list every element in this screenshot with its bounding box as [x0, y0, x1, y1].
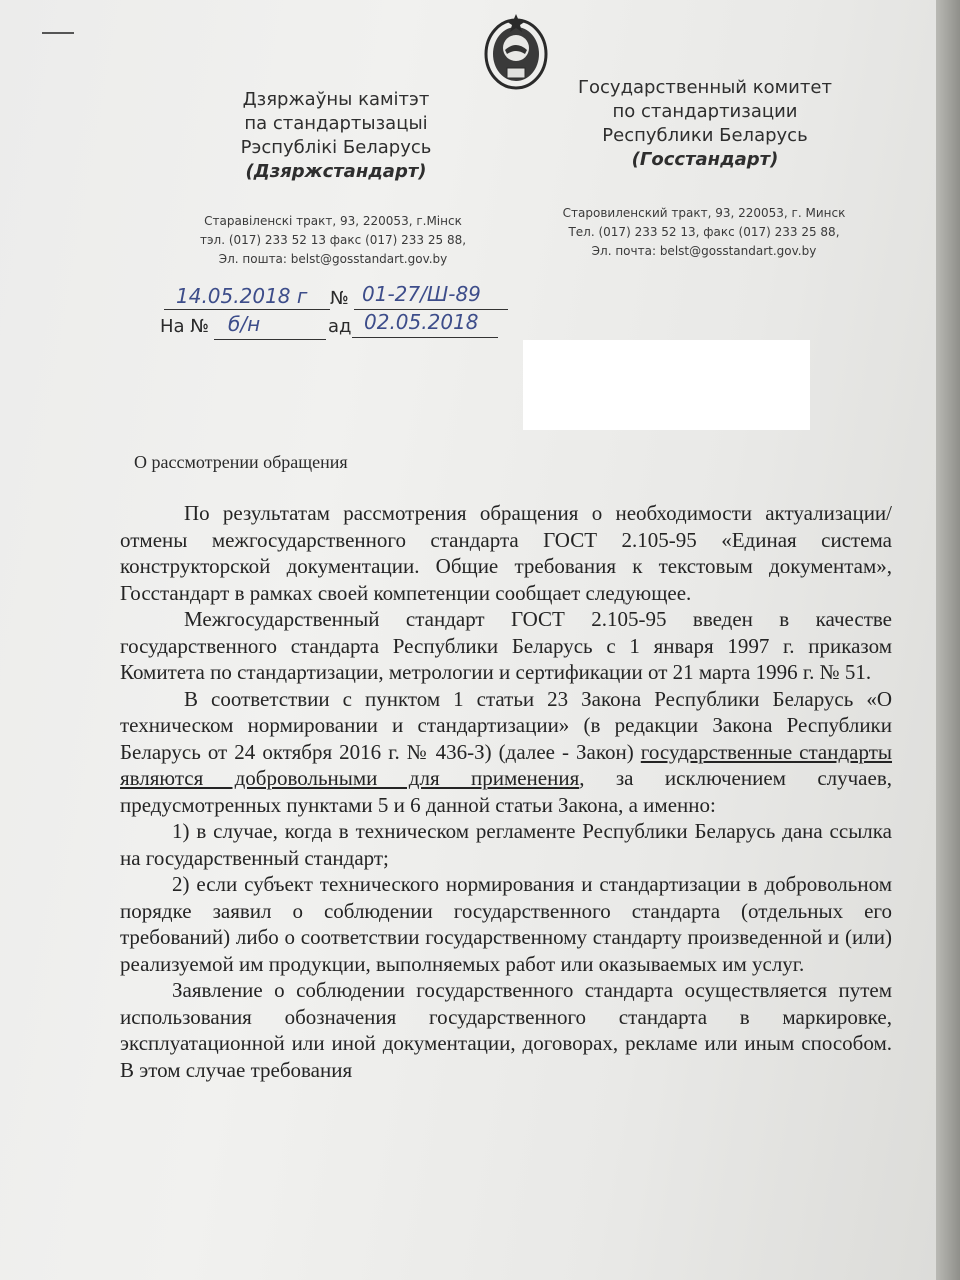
- page-edge: [936, 0, 960, 1280]
- header-right-line-2: по стандартизации: [612, 101, 798, 122]
- address-belarusian: [168, 212, 498, 269]
- header-left-line-1: Дзяржаўны камітэт: [242, 89, 430, 110]
- address-left-line-3: Эл. пошта: belst@gosstandart.gov.by: [218, 252, 448, 266]
- reference-label: На №: [160, 316, 210, 337]
- address-russian: [536, 204, 872, 261]
- paragraph-4: Заявление о соблюдении государственного стандарта осуществляется путем использования обозначения государственного стандарта в маркировке, эксплуатационной или иной документации, договорах, рекламе или иным способом. В этом случае требования: [120, 978, 892, 1082]
- header-right-line-1: Государственный комитет: [578, 77, 832, 98]
- header-russian: [560, 76, 850, 172]
- address-right-line-2: Тел. (017) 233 52 13, факс (017) 233 25 88,: [568, 225, 840, 239]
- address-left-line-2: тэл. (017) 233 52 13 факс (017) 233 25 88,: [199, 233, 467, 247]
- header-left-line-3: Рэспублікі Беларусь: [240, 137, 432, 158]
- list-item-2: 2) если субъект технического нормирования и стандартизации в добровольном порядке заявил о соблюдении государственного стандарта (отдельных его требований) либо о соответствии государственному стандарту произведенной и (или) реализуемой им продукции, выполняемых работ или оказываемых им услуг.: [120, 872, 892, 976]
- paragraph-1: По результатам рассмотрения обращения о необходимости актуализации/отмены межгосударственного стандарта ГОСТ 2.105-95 «Единая система конструкторской документации. Общие требования к текстовым документам», Госстандарт в рамках своей компетенции сообщает следующее.: [120, 501, 892, 605]
- corner-mark: [42, 32, 74, 34]
- letter-body: [120, 500, 892, 1083]
- outgoing-date: 14.05.2018 г: [176, 284, 308, 308]
- header-belarusian: [218, 88, 454, 184]
- reference-date: 02.05.2018: [364, 310, 479, 334]
- paragraph-3-underlined: государственные стандарты являются добровольными для применения: [120, 739, 893, 790]
- header-left-abbr: (Дзяржстандарт): [245, 161, 427, 182]
- header-left-line-2: па стандартызацыі: [244, 113, 428, 134]
- header-right-line-3: Республики Беларусь: [602, 125, 808, 146]
- reference-date-underline: [352, 337, 498, 338]
- address-left-line-1: Старавіленскі тракт, 93, 220053, г.Мінск: [204, 214, 462, 228]
- state-emblem-icon: [481, 12, 551, 94]
- reference-number: б/н: [228, 312, 261, 336]
- paragraph-3: [120, 686, 892, 819]
- address-right-line-1: Старовиленский тракт, 93, 220053, г. Минск: [562, 206, 846, 220]
- reference-underline: [214, 339, 326, 340]
- list-item-1: 1) в случае, когда в техническом регламенте Республики Беларусь дана ссылка на государственный стандарт;: [120, 819, 892, 870]
- redacted-addressee: [523, 340, 810, 430]
- header-right-abbr: (Госстандарт): [631, 149, 779, 170]
- paragraph-3-start: В соответствии с пунктом 1 статьи 23 Закона Республики Беларусь «О техническом нормировании и стандартизации» (в редакции Закона Республики Беларусь от 24 октября 2016 г. № 436-З) (далее - Закон): [120, 686, 892, 764]
- paragraph-2: Межгосударственный стандарт ГОСТ 2.105-95 введен в качестве государственного стандарта Республики Беларусь с 1 января 1997 г. приказом Комитета по стандартизации, метрологии и сертификации от 21 марта 1996 г. № 51.: [120, 607, 892, 684]
- outgoing-number: 01-27/Ш-89: [362, 282, 481, 306]
- paragraph-3-end: , за исключением случаев, предусмотренных пунктами 5 и 6 данной статьи Закона, а именно:: [120, 766, 892, 817]
- reference-date-label: ад: [328, 316, 352, 337]
- letter-subject: О рассмотрении обращения: [134, 452, 348, 472]
- date-underline: [164, 309, 330, 310]
- number-label: №: [330, 288, 349, 309]
- address-right-line-3: Эл. почта: belst@gosstandart.gov.by: [591, 244, 817, 258]
